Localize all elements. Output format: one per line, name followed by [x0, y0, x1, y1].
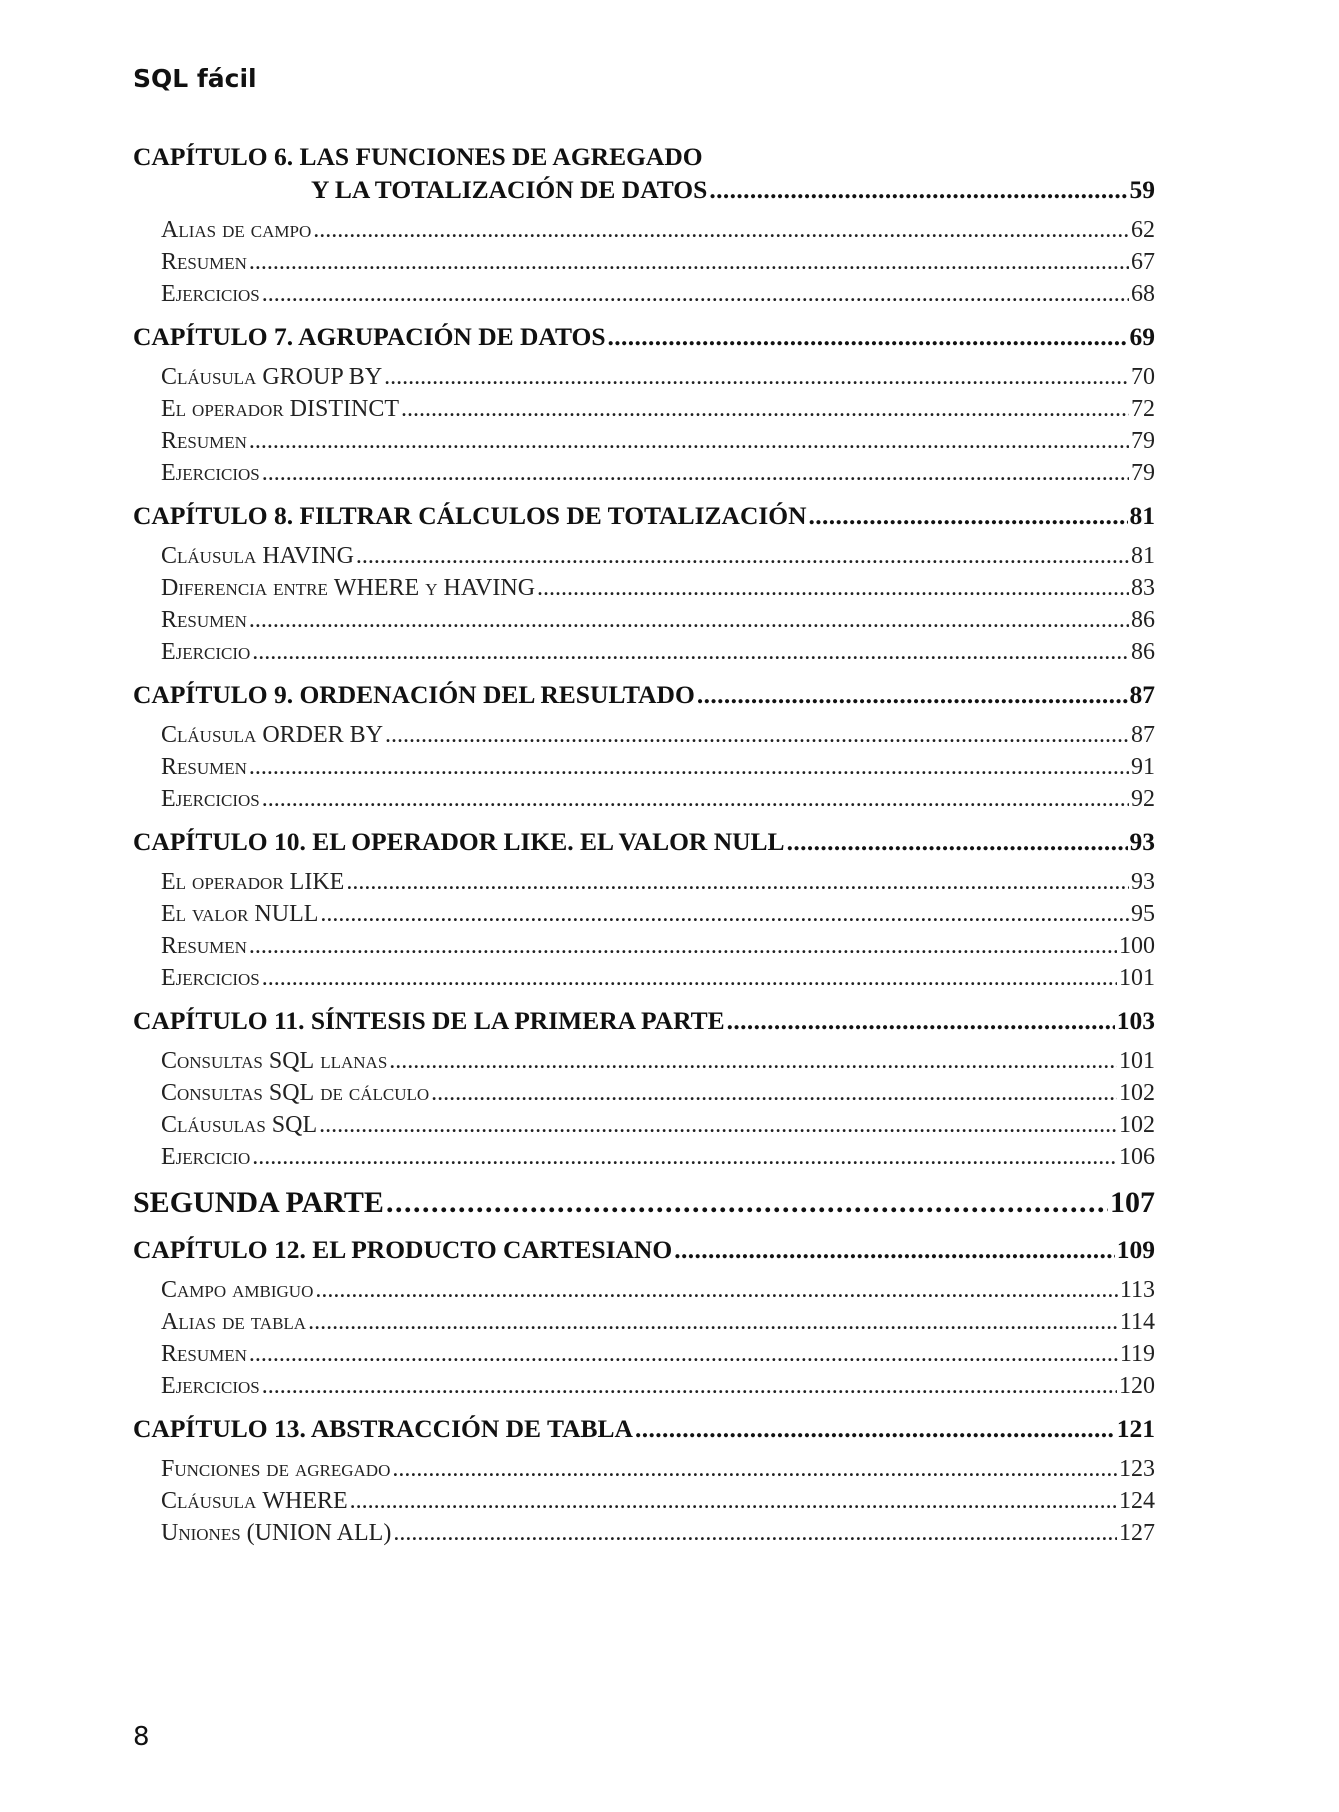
- section-title: [161, 1274, 313, 1306]
- section-page-number: 67: [1131, 249, 1155, 275]
- toc-section-entry[interactable]: [161, 783, 1155, 815]
- section-title: [161, 361, 382, 393]
- chapter-title: CAPÍTULO 10. EL OPERADOR LIKE. EL VALOR NULL: [133, 827, 785, 856]
- chapter-sections: [133, 866, 1155, 994]
- toc-section-entry[interactable]: [161, 719, 1155, 751]
- toc-chapter-entry[interactable]: [133, 1004, 1155, 1037]
- chapter-title-line[interactable]: CAPÍTULO 6. LAS FUNCIONES DE AGREGADO: [133, 142, 703, 171]
- section-page-number: 79: [1131, 460, 1155, 486]
- dot-leader: [384, 361, 1129, 393]
- section-label: Resumen: [161, 607, 247, 633]
- section-title: [161, 1045, 387, 1077]
- section-label: Alias de tabla: [161, 1309, 307, 1335]
- toc-section-entry[interactable]: [161, 866, 1155, 898]
- dot-leader: [249, 751, 1129, 783]
- section-page-number: 124: [1119, 1488, 1155, 1514]
- section-label: Ejercicios: [161, 460, 260, 486]
- toc-section-entry[interactable]: [161, 962, 1155, 994]
- toc-section-entry[interactable]: [161, 1141, 1155, 1173]
- section-label: El valor: [161, 901, 249, 927]
- section-code: LIKE: [289, 869, 345, 895]
- section-label: Resumen: [161, 933, 247, 959]
- part-title: SEGUNDA PARTE: [133, 1186, 384, 1219]
- toc-chapter: [133, 825, 1155, 994]
- section-page-number: 114: [1119, 1309, 1155, 1335]
- chapter-title: CAPÍTULO 11. SÍNTESIS DE LA PRIMERA PARTE: [133, 1006, 725, 1035]
- section-code: SQL: [271, 1112, 318, 1138]
- section-code: WHERE: [262, 1488, 348, 1514]
- chapter-page-number: 81: [1129, 501, 1155, 530]
- section-title: [161, 572, 535, 604]
- toc-chapter-entry[interactable]: [133, 499, 1155, 532]
- toc-chapter: [133, 678, 1155, 815]
- section-title: [161, 751, 247, 783]
- toc-chapter-entry[interactable]: [133, 678, 1155, 711]
- section-code: SQL: [268, 1048, 315, 1074]
- section-label: Resumen: [161, 249, 247, 275]
- table-of-contents: [133, 140, 1155, 1549]
- chapter-page-number: 121: [1116, 1414, 1155, 1443]
- section-label: Ejercicios: [161, 965, 260, 991]
- toc-section-entry[interactable]: [161, 278, 1155, 310]
- section-page-number: 70: [1131, 364, 1155, 390]
- section-page-number: 127: [1119, 1520, 1155, 1546]
- dot-leader: [262, 1370, 1117, 1402]
- dot-leader: [709, 173, 1127, 206]
- dot-leader: [393, 1517, 1117, 1549]
- chapter-sections: [133, 719, 1155, 815]
- section-page-number: 91: [1131, 754, 1155, 780]
- section-title: [161, 278, 260, 310]
- section-title: [161, 1141, 250, 1173]
- dot-leader: [313, 214, 1129, 246]
- toc-section-entry[interactable]: [161, 1045, 1155, 1077]
- section-title: [161, 214, 311, 246]
- toc-section-entry[interactable]: [161, 898, 1155, 930]
- chapter-title: CAPÍTULO 7. AGRUPACIÓN DE DATOS: [133, 322, 606, 351]
- toc-section-entry[interactable]: [161, 425, 1155, 457]
- toc-section-entry[interactable]: [161, 1274, 1155, 1306]
- dot-leader: [385, 719, 1129, 751]
- section-code: ORDER BY: [262, 722, 384, 748]
- section-page-number: 86: [1131, 639, 1155, 665]
- section-label: Funciones de agregado: [161, 1456, 391, 1482]
- chapter-title: CAPÍTULO 9. ORDENACIÓN DEL RESULTADO: [133, 680, 695, 709]
- section-title: [161, 1485, 348, 1517]
- dot-leader: [319, 1109, 1117, 1141]
- chapter-sections: [133, 214, 1155, 310]
- section-code: HAVING: [262, 543, 354, 569]
- section-label: Resumen: [161, 754, 247, 780]
- toc-chapter-entry[interactable]: [133, 320, 1155, 353]
- dot-leader: [350, 1485, 1117, 1517]
- section-page-number: 93: [1131, 869, 1155, 895]
- section-page-number: 95: [1131, 901, 1155, 927]
- toc-chapter-entry[interactable]: [133, 1412, 1155, 1445]
- chapter-page-number: 59: [1129, 175, 1155, 204]
- section-label-cont: y: [425, 575, 438, 601]
- section-label: Cláusula: [161, 364, 257, 390]
- chapter-page-number: 69: [1129, 322, 1155, 351]
- toc-section-entry[interactable]: [161, 604, 1155, 636]
- section-code: (UNION ALL): [246, 1520, 392, 1546]
- chapter-page-number: 109: [1116, 1235, 1155, 1264]
- section-title: [161, 866, 344, 898]
- section-page-number: 62: [1131, 217, 1155, 243]
- section-label: Cláusula: [161, 543, 257, 569]
- chapter-page-number: 93: [1129, 827, 1155, 856]
- dot-leader: [252, 1141, 1117, 1173]
- section-title: [161, 1077, 429, 1109]
- section-label: Resumen: [161, 1341, 247, 1367]
- section-label: Uniones: [161, 1520, 241, 1546]
- toc-section-entry[interactable]: [161, 1517, 1155, 1549]
- dot-leader: [635, 1412, 1115, 1445]
- section-title: [161, 604, 247, 636]
- toc-section-entry[interactable]: [161, 1338, 1155, 1370]
- section-label-cont: llanas: [320, 1048, 388, 1074]
- section-page-number: 86: [1131, 607, 1155, 633]
- dot-leader: [262, 278, 1129, 310]
- chapter-page-number: 87: [1129, 680, 1155, 709]
- dot-leader: [727, 1004, 1115, 1037]
- dot-leader: [249, 930, 1117, 962]
- toc-chapter: [133, 1412, 1155, 1549]
- dot-leader: [249, 246, 1129, 278]
- toc-chapter: [133, 1004, 1155, 1173]
- section-title: [161, 636, 250, 668]
- section-page-number: 100: [1119, 933, 1155, 959]
- dot-leader: [392, 1453, 1117, 1485]
- dot-leader: [809, 499, 1128, 532]
- dot-leader: [315, 1274, 1118, 1306]
- toc-chapter: [133, 1233, 1155, 1402]
- toc-section-entry[interactable]: [161, 1485, 1155, 1517]
- section-label: El operador: [161, 396, 284, 422]
- toc-part-entry[interactable]: [133, 1183, 1155, 1223]
- dot-leader: [249, 1338, 1118, 1370]
- section-page-number: 106: [1119, 1144, 1155, 1170]
- dot-leader: [674, 1233, 1115, 1266]
- section-title: [161, 783, 260, 815]
- toc-section-entry[interactable]: [161, 246, 1155, 278]
- section-label: Cláusulas: [161, 1112, 266, 1138]
- chapter-sections: [133, 1274, 1155, 1402]
- chapter-sections: [133, 1453, 1155, 1549]
- section-page-number: 120: [1119, 1373, 1155, 1399]
- dot-leader: [356, 540, 1129, 572]
- toc-section-entry[interactable]: [161, 636, 1155, 668]
- section-title: [161, 457, 260, 489]
- page-number: 8: [133, 1722, 150, 1752]
- section-page-number: 81: [1131, 543, 1155, 569]
- section-code: GROUP BY: [262, 364, 383, 390]
- dot-leader: [386, 1183, 1108, 1223]
- section-label: El operador: [161, 869, 284, 895]
- section-page-number: 101: [1119, 965, 1155, 991]
- toc-section-entry[interactable]: [161, 540, 1155, 572]
- section-label: Diferencia entre: [161, 575, 328, 601]
- toc-chapter-entry[interactable]: [133, 825, 1155, 858]
- chapter-sections: [133, 361, 1155, 489]
- dot-leader: [431, 1077, 1117, 1109]
- dot-leader: [401, 393, 1129, 425]
- section-label: Ejercicios: [161, 1373, 260, 1399]
- section-page-number: 102: [1119, 1080, 1155, 1106]
- running-head-title: SQL fácil: [133, 64, 257, 93]
- dot-leader: [249, 604, 1129, 636]
- section-label: Consultas: [161, 1048, 263, 1074]
- toc-section-entry[interactable]: [161, 1370, 1155, 1402]
- toc-section-entry[interactable]: [161, 1077, 1155, 1109]
- section-label: Resumen: [161, 428, 247, 454]
- section-label: Ejercicio: [161, 1144, 251, 1170]
- toc-chapter-entry[interactable]: [133, 1233, 1155, 1266]
- chapter-title: Y LA TOTALIZACIÓN DE DATOS: [311, 175, 708, 204]
- section-code: DISTINCT: [289, 396, 399, 422]
- toc-section-entry[interactable]: [161, 361, 1155, 393]
- section-title: [161, 246, 247, 278]
- toc-section-entry[interactable]: [161, 1109, 1155, 1141]
- section-code: WHERE: [333, 575, 420, 601]
- section-page-number: 79: [1131, 428, 1155, 454]
- section-title: [161, 540, 354, 572]
- section-title: [161, 719, 383, 751]
- toc-section-entry[interactable]: [161, 457, 1155, 489]
- section-title: [161, 1453, 390, 1485]
- toc-section-entry[interactable]: [161, 930, 1155, 962]
- part-page-number: 107: [1110, 1186, 1155, 1219]
- dot-leader: [320, 898, 1129, 930]
- section-page-number: 87: [1131, 722, 1155, 748]
- dot-leader: [389, 1045, 1117, 1077]
- section-page-number: 102: [1119, 1112, 1155, 1138]
- section-page-number: 92: [1131, 786, 1155, 812]
- chapter-title: CAPÍTULO 8. FILTRAR CÁLCULOS DE TOTALIZACIÓN: [133, 501, 807, 530]
- toc-chapter-entry[interactable]: [133, 173, 1155, 206]
- chapter-sections: [133, 1045, 1155, 1173]
- toc-section-entry[interactable]: [161, 1306, 1155, 1338]
- section-label: Cláusula: [161, 722, 257, 748]
- section-code: SQL: [268, 1080, 315, 1106]
- section-page-number: 72: [1131, 396, 1155, 422]
- dot-leader: [249, 425, 1129, 457]
- dot-leader: [262, 783, 1129, 815]
- section-page-number: 113: [1119, 1277, 1155, 1303]
- dot-leader: [308, 1306, 1118, 1338]
- section-title: [161, 393, 399, 425]
- toc-section-entry[interactable]: [161, 572, 1155, 604]
- section-label: Consultas: [161, 1080, 263, 1106]
- section-page-number: 83: [1131, 575, 1155, 601]
- section-label: Ejercicios: [161, 786, 260, 812]
- dot-leader: [262, 962, 1117, 994]
- chapter-sections: [133, 540, 1155, 668]
- dot-leader: [537, 572, 1129, 604]
- toc-section-entry[interactable]: [161, 393, 1155, 425]
- section-code-cont: HAVING: [443, 575, 536, 601]
- section-title: [161, 425, 247, 457]
- section-label: Ejercicio: [161, 639, 251, 665]
- toc-chapter: [133, 140, 1155, 310]
- dot-leader: [697, 678, 1128, 711]
- section-page-number: 101: [1119, 1048, 1155, 1074]
- section-code: NULL: [254, 901, 319, 927]
- section-title: [161, 898, 318, 930]
- dot-leader: [787, 825, 1128, 858]
- toc-section-entry[interactable]: [161, 214, 1155, 246]
- toc-chapter: [133, 499, 1155, 668]
- section-label: Ejercicios: [161, 281, 260, 307]
- section-page-number: 123: [1119, 1456, 1155, 1482]
- section-title: [161, 962, 260, 994]
- section-page-number: 119: [1119, 1341, 1155, 1367]
- chapter-title: CAPÍTULO 12. EL PRODUCTO CARTESIANO: [133, 1235, 673, 1264]
- section-label: Campo ambiguo: [161, 1277, 314, 1303]
- section-label: Alias de campo: [161, 217, 312, 243]
- dot-leader: [262, 457, 1129, 489]
- section-title: [161, 1109, 317, 1141]
- chapter-page-number: 103: [1116, 1006, 1155, 1035]
- dot-leader: [252, 636, 1129, 668]
- toc-chapter: [133, 320, 1155, 489]
- section-title: [161, 1517, 391, 1549]
- section-title: [161, 930, 247, 962]
- toc-section-entry[interactable]: [161, 751, 1155, 783]
- chapter-title: CAPÍTULO 13. ABSTRACCIÓN DE TABLA: [133, 1414, 633, 1443]
- section-label: Cláusula: [161, 1488, 257, 1514]
- section-page-number: 68: [1131, 281, 1155, 307]
- toc-section-entry[interactable]: [161, 1453, 1155, 1485]
- section-title: [161, 1338, 247, 1370]
- section-title: [161, 1306, 306, 1338]
- dot-leader: [346, 866, 1129, 898]
- dot-leader: [608, 320, 1128, 353]
- section-title: [161, 1370, 260, 1402]
- section-label-cont: de cálculo: [320, 1080, 430, 1106]
